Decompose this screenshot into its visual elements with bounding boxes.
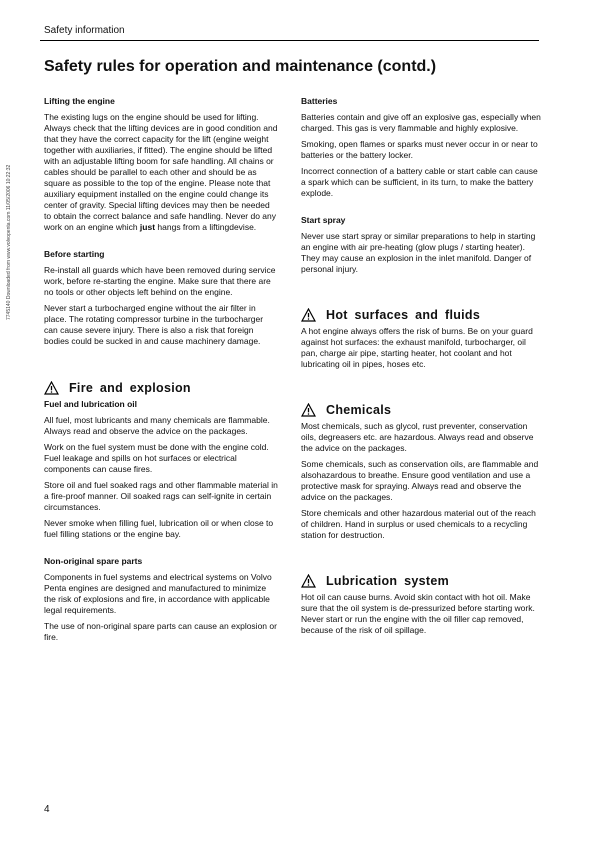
fire-p3: Store oil and fuel soaked rags and other flammable material in a fire-proof manner. Oil soaked rags can self-ignite in certain circumstances. bbox=[44, 480, 278, 512]
before-starting-p1: Re-install all guards which have been removed during service work, before re-starting the engine. Make sure that there are no tools or other objects left behind on the engine. bbox=[44, 265, 276, 297]
header-rule bbox=[40, 40, 539, 41]
section-fire-explosion bbox=[44, 381, 278, 395]
heading-before-starting: Before starting bbox=[44, 249, 105, 259]
right-column bbox=[301, 96, 541, 641]
fire-p4: Never smoke when filling fuel, lubrication oil or when close to fuel filling stations or the engine bay. bbox=[44, 518, 274, 539]
section-lubrication bbox=[301, 574, 541, 588]
fire-p1: All fuel, most lubricants and many chemicals are flammable. Always read and observe the advice on the packages. bbox=[44, 415, 270, 436]
warning-triangle-icon bbox=[301, 308, 316, 322]
running-header: Safety information bbox=[44, 25, 125, 36]
chemicals-p2: Some chemicals, such as conservation oils, are flammable and alsohazardous to breathe. Ensure good ventilation and use a protective mask for spraying. Always read and observe the advice on the packages. bbox=[301, 459, 539, 502]
lubrication-p1: Hot oil can cause burns. Avoid skin contact with hot oil. Make sure that the oil system is de-pressurized before starting work. Never start or run the engine with the oil filler cap removed, because of the risk of oil spillage. bbox=[301, 592, 535, 635]
batteries-p3: Incorrect connection of a battery cable or start cable can cause a spark which can be sufficient, in its turn, to make the battery explode. bbox=[301, 166, 538, 198]
emphasis-just: just bbox=[139, 222, 156, 232]
section-hot-surfaces bbox=[301, 308, 541, 322]
heading-fuel-lubrication: Fuel and lubrication oil bbox=[44, 399, 138, 409]
heading-hot-surfaces: Hot surfaces and fluids bbox=[326, 308, 481, 322]
before-starting-p2: Never start a turbocharged engine without the air filter in place. The rotating compressor turbine in the turbocharger can cause severe injury. There is also a risk that foreign bodies could be sucked in and cause machinery damage. bbox=[44, 303, 264, 346]
heading-batteries: Batteries bbox=[301, 96, 338, 106]
warning-triangle-icon bbox=[301, 403, 316, 417]
spare-parts-p2: The use of non-original spare parts can cause an explosion or fire. bbox=[44, 621, 277, 642]
batteries-p1: Batteries contain and give off an explosive gas, especially when charged. This gas is very flammable and highly explosive. bbox=[301, 112, 541, 133]
chemicals-p3: Store chemicals and other hazardous material out of the reach of children. Hand in surplus or used chemicals to a recycling station for destruction. bbox=[301, 508, 536, 540]
hot-p1: A hot engine always offers the risk of burns. Be on your guard against hot surfaces: the exhaust manifold, turbocharger, oil pan, charge air pipe, starting heater, hot coolant and hot lubricating oil in pipes, hoses etc. bbox=[301, 326, 533, 369]
batteries-p2: Smoking, open flames or sparks must never occur in or near to batteries or the battery locker. bbox=[301, 139, 538, 160]
spare-parts-p1: Components in fuel systems and electrical systems on Volvo Penta engines are designed and manufactured to minimize the risk of explosions and fire, in accordance with applicable legal requirements. bbox=[44, 572, 272, 615]
heading-start-spray: Start spray bbox=[301, 215, 346, 225]
warning-triangle-icon bbox=[301, 574, 316, 588]
chemicals-p1: Most chemicals, such as glycol, rust preventer, conservation oils, degreasers etc. are hazardous. Always read and observe the advice on the packages. bbox=[301, 421, 534, 453]
download-stamp-text: 7745140 Downloaded from www.volvopenta.com 11/05/2006 10:22:32 bbox=[6, 164, 12, 320]
page-number: 4 bbox=[44, 804, 50, 815]
lifting-paragraph: The existing lugs on the engine should be used for lifting. Always check that the lifting devices are in good condition and that they have the correct capacity for the lift (engine weight together with auxiliaries, if fitted). The engine should be lifted with an adjustable lifting boom for safe handling. All chains or cables should be parallel to each other and should be as square as possible to the top of the engine. Please note that auxiliary equipment installed on the engine could change its center of gravity. Special lifting devices may then be needed to obtain the correct balance and safe handling. Never do any work on an engine which just hangs from a liftingdevise. bbox=[44, 112, 278, 232]
heading-spare-parts: Non-original spare parts bbox=[44, 556, 143, 566]
fire-p2: Work on the fuel system must be done with the engine cold. Fuel leakage and spills on hot surfaces or electrical components can cause fires. bbox=[44, 442, 269, 474]
warning-triangle-icon bbox=[44, 381, 59, 395]
heading-fire-explosion: Fire and explosion bbox=[69, 381, 191, 395]
section-chemicals bbox=[301, 403, 541, 417]
page-title: Safety rules for operation and maintenance (contd.) bbox=[44, 58, 437, 75]
heading-chemicals: Chemicals bbox=[326, 403, 392, 417]
heading-lubrication: Lubrication system bbox=[326, 574, 450, 588]
heading-lifting: Lifting the engine bbox=[44, 96, 115, 106]
left-column bbox=[44, 96, 278, 648]
start-spray-p1: Never use start spray or similar preparations to help in starting an engine with air pre-heating (glow plugs / starting heater). They may cause an explosion in the inlet manifold. Danger of personal injury. bbox=[301, 231, 536, 274]
